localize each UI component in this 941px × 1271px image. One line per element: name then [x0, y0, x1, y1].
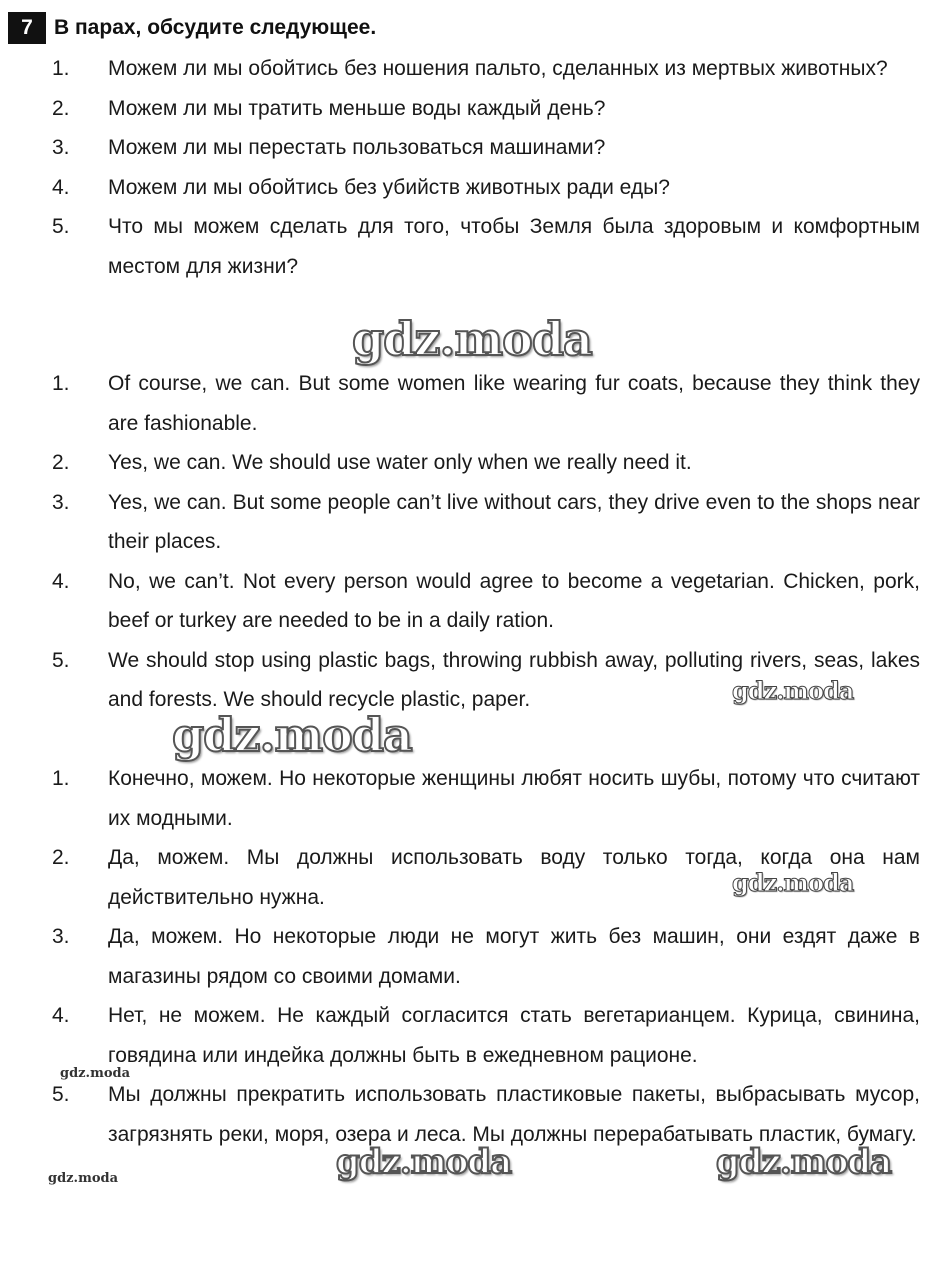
item-text: Of course, we can. But some women like wearing fur coats, because they think they are fashionable.: [108, 372, 920, 435]
task-header: [8, 12, 376, 44]
answer-en-item: [52, 443, 920, 483]
task-title: В парах, обсудите следующее.: [54, 16, 377, 39]
item-text: We should stop using plastic bags, throwing rubbish away, polluting rivers, seas, lakes and forests. We should recycle plastic, paper.: [108, 648, 920, 711]
watermark: gdz.moda: [336, 1142, 512, 1182]
answer-ru-item: [52, 1075, 920, 1154]
item-text: No, we can’t. Not every person would agree to become a vegetarian. Chicken, pork, beef or turkey are needed to be in a daily ration.: [108, 569, 920, 632]
item-text: Можем ли мы обойтись без убийств животных ради еды?: [108, 175, 670, 199]
question-item: [52, 168, 920, 208]
answer-en-item: [52, 641, 920, 720]
item-text: Можем ли мы тратить меньше воды каждый день?: [108, 96, 606, 120]
item-number: 3.: [52, 490, 70, 514]
answer-ru-item: [52, 838, 920, 917]
item-number: 2.: [52, 451, 70, 474]
item-number: 2.: [52, 96, 70, 120]
answer-ru-item: [52, 917, 920, 996]
questions-list: [52, 49, 920, 286]
item-text: Да, можем. Но некоторые люди не могут жить без машин, они ездят даже в магазины рядом со своими домами.: [108, 925, 920, 988]
item-number: 2.: [52, 846, 70, 869]
watermark: gdz.moda: [732, 676, 854, 705]
item-number: 4.: [52, 569, 70, 593]
watermark: gdz.moda: [352, 312, 592, 366]
item-number: 1.: [52, 372, 70, 395]
item-number: 5.: [52, 648, 70, 672]
item-text: Что мы можем сделать для того, чтобы Земля была здоровым и комфортным местом для жизни?: [108, 215, 920, 278]
answers-en-list: [52, 364, 920, 720]
item-number: 1.: [52, 767, 70, 790]
watermark: gdz.moda: [60, 1066, 131, 1081]
item-number: 1.: [52, 57, 70, 80]
watermark: gdz.moda: [732, 868, 854, 897]
item-text: Нет, не можем. Не каждый согласится стать вегетарианцем. Курица, свинина, говядина или индейка должны быть в ежедневном рационе.: [108, 1004, 920, 1067]
item-number: 4.: [52, 175, 70, 199]
answer-ru-item: [52, 759, 920, 838]
watermark: gdz.moda: [172, 708, 412, 762]
watermark: gdz.moda: [716, 1142, 892, 1182]
item-number: 4.: [52, 1004, 70, 1027]
item-text: Yes, we can. We should use water only when we really need it.: [108, 451, 692, 474]
item-number: 3.: [52, 136, 70, 159]
item-number: 5.: [52, 215, 70, 238]
item-text: Можем ли мы перестать пользоваться машинами?: [108, 136, 606, 159]
task-number-badge: 7: [8, 12, 46, 44]
watermark: gdz.moda: [48, 1171, 119, 1186]
item-text: Конечно, можем. Но некоторые женщины любят носить шубы, потому что считают их модными.: [108, 767, 920, 830]
item-number: 3.: [52, 925, 70, 948]
item-text: Можем ли мы обойтись без ношения пальто, сделанных из мертвых животных?: [108, 57, 888, 80]
question-item: [52, 128, 920, 168]
answers-ru-list: [52, 759, 920, 1154]
question-item: [52, 89, 920, 129]
item-text: Да, можем. Мы должны использовать воду только тогда, когда она нам действительно нужна.: [108, 846, 920, 909]
answer-en-item: [52, 562, 920, 641]
item-text: Yes, we can. But some people can’t live without cars, they drive even to the shops near their places.: [108, 490, 920, 553]
question-item: [52, 49, 920, 89]
question-item: [52, 207, 920, 286]
answer-en-item: [52, 483, 920, 562]
item-text: Мы должны прекратить использовать пластиковые пакеты, выбрасывать мусор, загрязнять реки, моря, озера и леса. Мы должны перерабатывать пластик, бумагу.: [108, 1083, 920, 1146]
item-number: 5.: [52, 1083, 70, 1106]
answer-en-item: [52, 364, 920, 443]
